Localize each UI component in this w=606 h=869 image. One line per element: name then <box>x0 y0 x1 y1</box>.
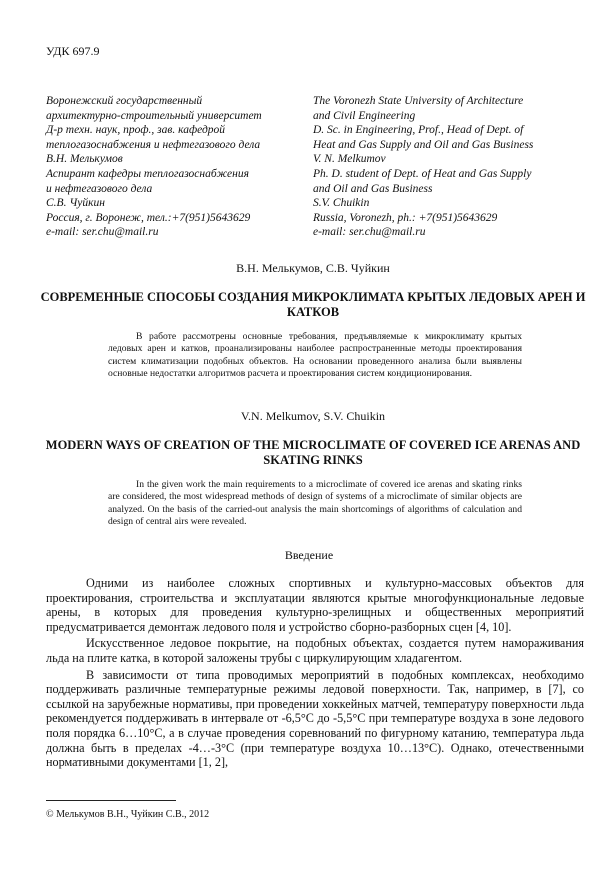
affiliation-ru-line: Россия, г. Воронеж, тел.:+7(951)5643629 <box>46 211 251 224</box>
affiliation-en-line: Russia, Voronezh, ph.: +7(951)5643629 <box>313 211 498 224</box>
title-russian: СОВРЕМЕННЫЕ СПОСОБЫ СОЗДАНИЯ МИКРОКЛИМАТА КРЫТЫХ ЛЕДОВЫХ АРЕН И КАТКОВ <box>40 290 586 319</box>
body-paragraph: В зависимости от типа проводимых мероприятий в подобных комплексах, необходимо поддерживать различные температурные режимы ледовой поверхности. Так, например, в [7], со ссылкой на зарубежные нормативы, при проведении хоккейных матчей, температуру поверхности льда рекомендуется поддерживать в интервале от -6,5°С до -5,5°С при температуре воздуха в зоне ледового поля порядка 6…10°С, а в случае проведения соревнований по фигурному катанию, температура льда должна быть в пределах -4…-3°С (при температуре воздуха 10…13°С). Однако, отечественными нормативными документами [1, 2], <box>46 667 584 770</box>
abstract-english <box>108 479 522 528</box>
affiliation-en-line: Ph. D. student of Dept. of Heat and Gas Supply <box>313 167 532 180</box>
title-english: MODERN WAYS OF CREATION OF THE MICROCLIMATE OF COVERED ICE ARENAS AND SKATING RINKS <box>45 438 581 467</box>
affiliation-ru-line: Д-р техн. наук, проф., зав. кафедрой <box>46 124 226 137</box>
authors-russian: В.Н. Мелькумов, С.В. Чуйкин <box>236 261 390 275</box>
affiliation-en-line: and Oil and Gas Business <box>313 182 433 195</box>
authors-english: V.N. Melkumov, S.V. Chuikin <box>240 409 386 423</box>
udc-code: УДК 697.9 <box>46 44 100 58</box>
body-text <box>46 576 584 772</box>
affiliation-en-line: Heat and Gas Supply and Oil and Gas Business <box>313 138 534 151</box>
affiliation-ru-line: и нефтегазового дела <box>46 182 153 195</box>
affiliation-russian <box>46 94 304 240</box>
affiliation-ru-line: архитектурно-строительный университет <box>46 109 262 122</box>
abstract-russian <box>108 331 522 380</box>
affiliation-ru-line: Аспирант кафедры теплогазоснабжения <box>46 167 249 180</box>
affiliation-ru-line: Воронежский государственный <box>46 95 203 107</box>
abstract-ru-text: В работе рассмотрены основные требования, предъявляемые к микроклимату крытых ледовых арен и катков, проанализированы наиболее распространенные методы проектирования систем климатизации подобных объектов. На основании проведенного анализа были выявлены основные недостатки алгоритмов расчета и проектирования систем кондиционирования. <box>108 331 522 379</box>
footnote-divider <box>46 800 176 801</box>
email-ru[interactable]: e-mail: ser.chu@mail.ru <box>46 226 159 239</box>
affiliation-english <box>313 94 581 240</box>
affiliation-ru-line: С.В. Чуйкин <box>46 197 105 210</box>
abstract-en-text: In the given work the main requirements to a microclimate of covered ice arenas and skating rinks are considered, the most widespread methods of design of systems of a microclimate of similar objects are analyzed. On the basis of the carried-out analysis the main shortcomings of algorithms of calculation and design of central airs were revealed. <box>108 479 522 527</box>
affiliation-en-line: V. N. Melkumov <box>313 153 386 166</box>
affiliation-en-line: D. Sc. in Engineering, Prof., Head of Dept. of <box>313 124 524 137</box>
affiliation-en-line: The Voronezh State University of Architecture <box>313 95 524 107</box>
affiliation-en-line: and Civil Engineering <box>313 109 416 122</box>
body-paragraph: Одними из наиболее сложных спортивных и культурно-массовых объектов для проектирования, строительства и эксплуатации являются крытые многофункциональные ледовые арены, в которых для проведения культурно-зрелищных и общественных мероприятий предусматривается демонтаж ледового поля и устройство сборно-разборных сцен [4, 10]. <box>46 576 584 634</box>
copyright-footnote: © Мелькумов В.Н., Чуйкин С.В., 2012 <box>46 809 210 820</box>
affiliation-ru-line: теплогазоснабжения и нефтегазового дела <box>46 138 261 151</box>
affiliation-ru-line: В.Н. Мелькумов <box>46 153 123 166</box>
email-en[interactable]: e-mail: ser.chu@mail.ru <box>313 226 426 239</box>
section-heading-introduction: Введение <box>284 548 334 562</box>
affiliation-en-line: S.V. Chuikin <box>313 197 370 210</box>
body-paragraph: Искусственное ледовое покрытие, на подобных объектах, создается путем намораживания льда на плите катка, в которой заложены трубы с циркулирующим хладагентом. <box>46 636 584 665</box>
